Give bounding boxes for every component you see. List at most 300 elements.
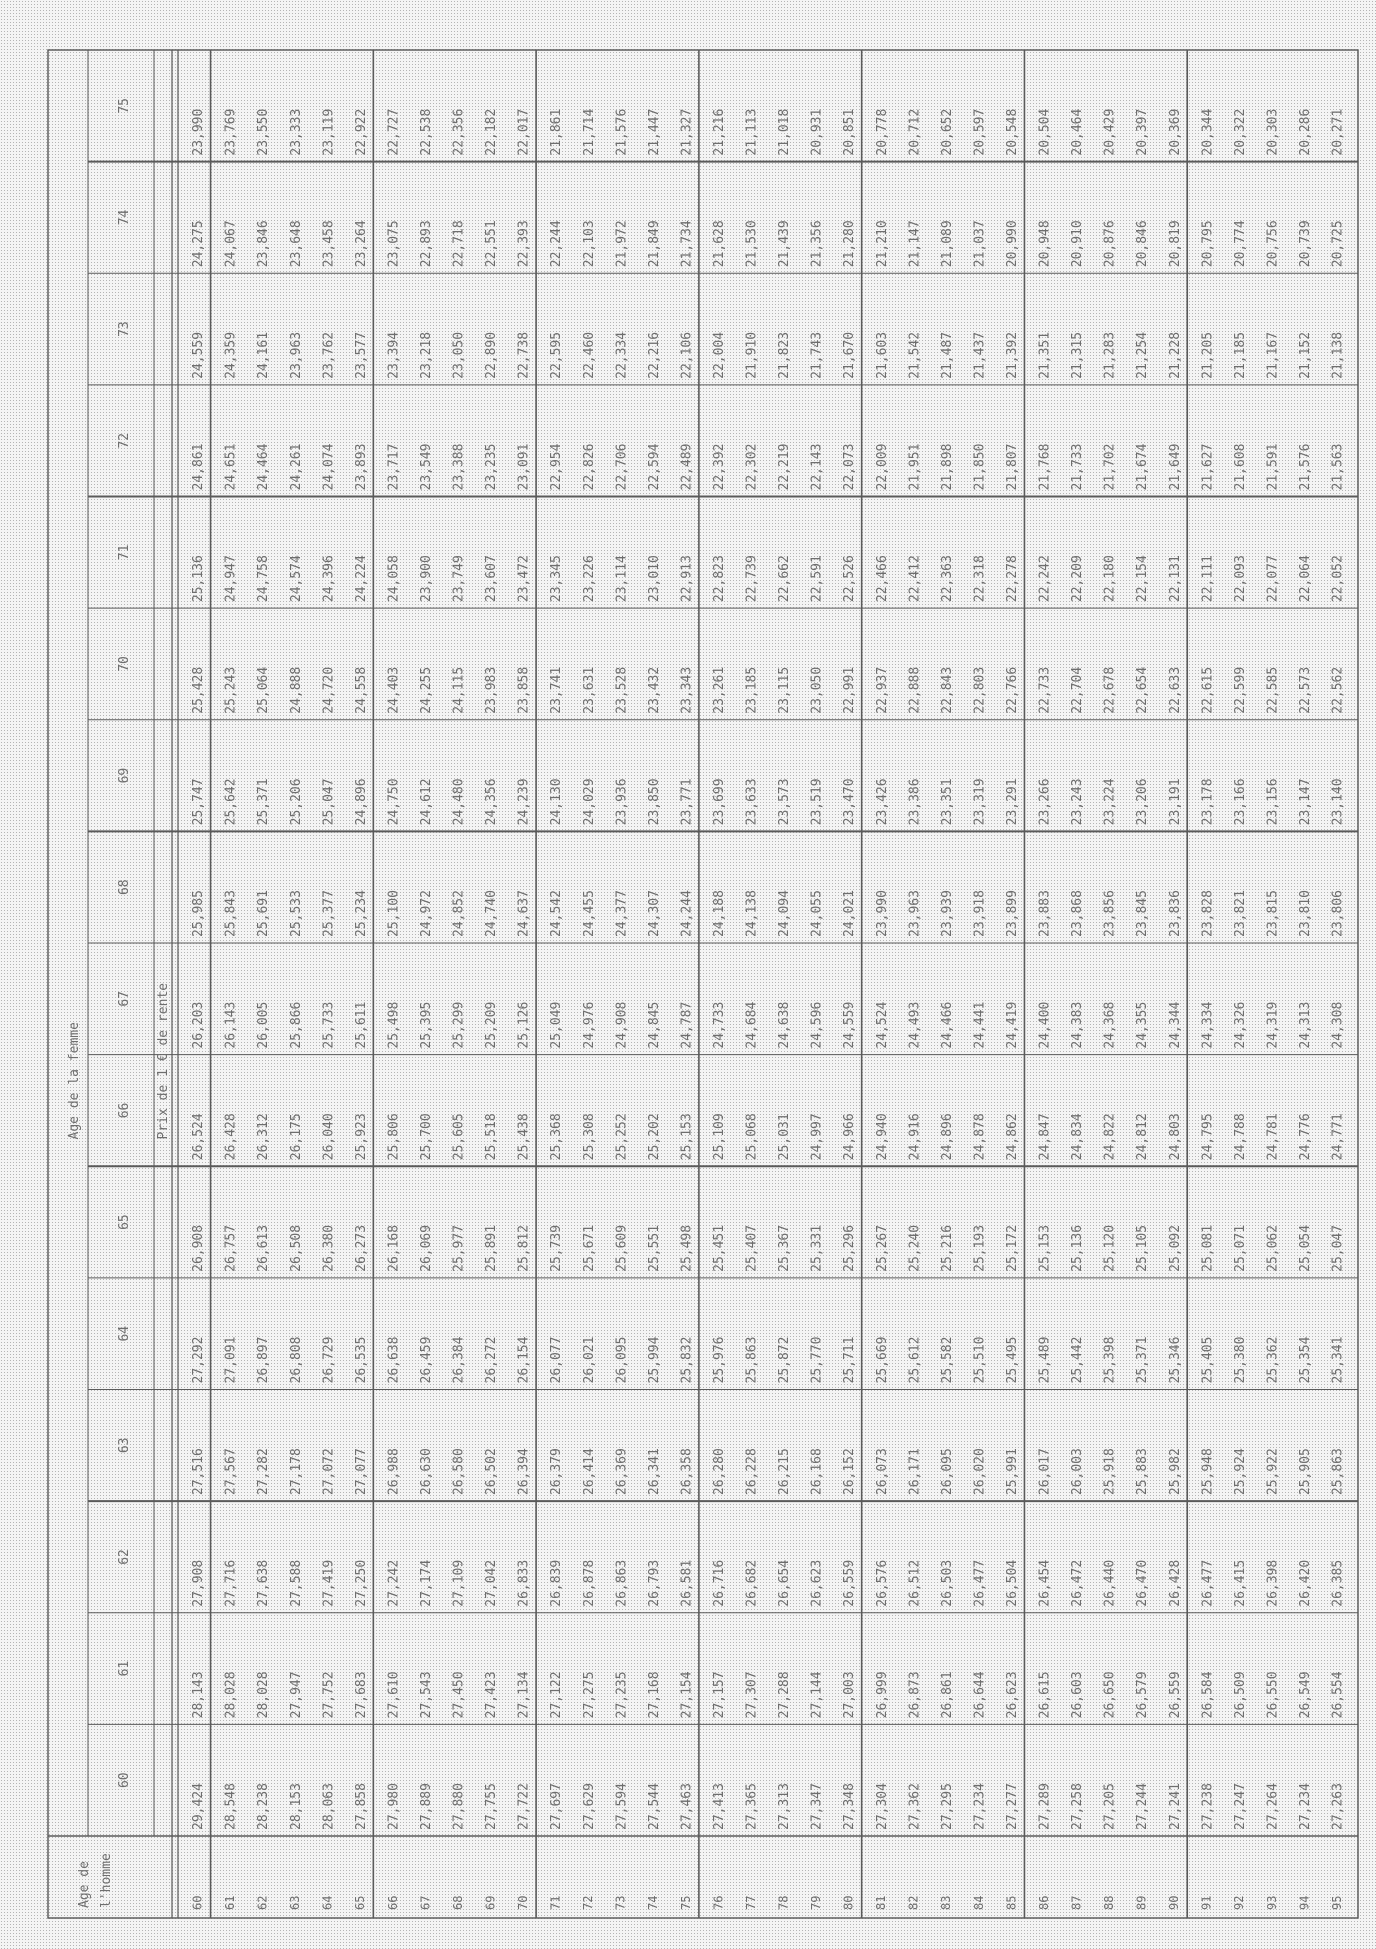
- table-cell: 22,064: [1297, 555, 1313, 603]
- table-cell: 21,576: [1297, 443, 1313, 491]
- table-cell: 20,876: [1102, 220, 1118, 268]
- table-cell: 24,574: [288, 555, 304, 603]
- table-cell: 23,343: [679, 666, 695, 714]
- table-cell: 26,524: [191, 1113, 207, 1161]
- table-cell: 27,003: [842, 1671, 858, 1719]
- table-cell: 25,438: [516, 1113, 532, 1161]
- table-cell: 21,152: [1297, 331, 1313, 379]
- table-cell: 27,241: [1167, 1783, 1183, 1830]
- table-cell: 21,743: [809, 331, 825, 379]
- table-cell: 27,722: [516, 1783, 532, 1830]
- table-cell: 25,733: [321, 1001, 337, 1049]
- table-cell: 24,908: [614, 1001, 630, 1049]
- table-cell: 25,395: [418, 1001, 434, 1049]
- table-cell: 24,862: [1004, 1113, 1020, 1161]
- table-cell: 27,544: [646, 1783, 662, 1830]
- table-cell: 26,580: [451, 1448, 467, 1496]
- table-cell: 27,168: [646, 1671, 662, 1719]
- table-cell: 27,264: [1265, 1783, 1281, 1830]
- table-cell: 25,518: [484, 1113, 500, 1161]
- table-cell: 25,533: [288, 890, 304, 937]
- table-cell: 26,168: [386, 1224, 402, 1272]
- table-cell: 24,307: [646, 890, 662, 937]
- table-cell: 23,266: [1037, 778, 1053, 826]
- table-cell: 21,254: [1135, 331, 1151, 379]
- table-cell: 27,042: [484, 1559, 500, 1607]
- row-label: 91: [1199, 1895, 1214, 1910]
- table-cell: 23,388: [451, 443, 467, 491]
- table-cell: 25,153: [679, 1113, 695, 1161]
- table-cell: 22,738: [516, 331, 532, 379]
- table-cell: 28,028: [223, 1671, 239, 1719]
- table-cell: 25,442: [1070, 1336, 1086, 1384]
- table-cell: 22,538: [418, 108, 434, 156]
- table-cell: 24,896: [353, 778, 369, 826]
- table-cell: 26,908: [191, 1224, 207, 1272]
- table-cell: 21,228: [1167, 331, 1183, 379]
- table-cell: 26,280: [711, 1448, 727, 1496]
- table-cell: 23,178: [1200, 778, 1216, 826]
- table-cell: 24,313: [1297, 1001, 1313, 1049]
- table-cell: 20,286: [1297, 108, 1313, 156]
- table-cell: 27,154: [679, 1671, 695, 1719]
- table-cell: 22,766: [1004, 666, 1020, 714]
- table-cell: 23,771: [679, 778, 695, 826]
- table-cell: 26,549: [1297, 1671, 1313, 1719]
- table-cell: 24,803: [1167, 1113, 1183, 1161]
- table-cell: 21,734: [679, 220, 695, 268]
- table-cell: 23,573: [777, 778, 793, 826]
- table-cell: 22,595: [549, 331, 565, 379]
- table-cell: 23,549: [418, 443, 434, 491]
- table-cell: 22,662: [777, 555, 793, 603]
- table-cell: 24,916: [907, 1113, 923, 1161]
- table-cell: 23,821: [1232, 890, 1248, 937]
- table-cell: 25,202: [646, 1113, 662, 1161]
- table-cell: 25,832: [679, 1336, 695, 1384]
- column-header: 71: [117, 544, 132, 561]
- row-label: 73: [613, 1895, 628, 1910]
- table-cell: 23,550: [256, 108, 272, 156]
- table-cell: 22,093: [1232, 555, 1248, 603]
- table-cell: 24,383: [1070, 1001, 1086, 1049]
- row-label: 60: [190, 1895, 205, 1910]
- table-cell: 25,308: [581, 1113, 597, 1161]
- table-cell: 25,377: [321, 890, 337, 937]
- table-cell: 24,972: [418, 890, 434, 937]
- table-cell: 27,716: [223, 1559, 239, 1607]
- table-cell: 24,326: [1232, 1001, 1248, 1049]
- table-cell: 25,407: [744, 1224, 760, 1272]
- table-cell: 26,384: [451, 1336, 467, 1384]
- table-cell: 25,054: [1297, 1224, 1313, 1272]
- table-cell: 21,576: [614, 108, 630, 156]
- table-cell: 26,644: [972, 1671, 988, 1719]
- table-cell: 27,282: [256, 1448, 272, 1496]
- table-cell: 24,188: [711, 890, 727, 937]
- table-cell: 22,573: [1297, 666, 1313, 714]
- table-cell: 23,470: [842, 778, 858, 826]
- table-cell: 23,577: [353, 331, 369, 379]
- table-cell: 21,439: [777, 220, 793, 268]
- table-cell: 27,072: [321, 1448, 337, 1496]
- row-label: 76: [711, 1895, 726, 1910]
- table-cell: 23,140: [1330, 778, 1346, 826]
- table-cell: 25,071: [1232, 1224, 1248, 1272]
- table-cell: 25,243: [223, 666, 239, 714]
- table-cell: 23,472: [516, 555, 532, 603]
- table-cell: 24,558: [353, 666, 369, 714]
- table-cell: 22,733: [1037, 666, 1053, 714]
- table-cell: 22,922: [353, 108, 369, 156]
- row-label: 64: [320, 1895, 335, 1910]
- table-cell: 25,863: [1330, 1448, 1346, 1496]
- row-label: 90: [1167, 1895, 1182, 1910]
- table-cell: 21,283: [1102, 331, 1118, 379]
- table-cell: 26,440: [1102, 1559, 1118, 1607]
- table-cell: 27,908: [191, 1559, 207, 1607]
- table-cell: 24,464: [256, 443, 272, 491]
- table-cell: 25,267: [874, 1224, 890, 1272]
- table-cell: 21,807: [1004, 443, 1020, 491]
- table-cell: 22,154: [1135, 555, 1151, 603]
- table-cell: 23,846: [256, 220, 272, 268]
- table-cell: 22,893: [418, 220, 434, 268]
- table-cell: 24,787: [679, 1001, 695, 1049]
- table-cell: 25,049: [549, 1001, 565, 1049]
- table-cell: 26,420: [1297, 1559, 1313, 1607]
- table-cell: 23,983: [484, 666, 500, 714]
- row-label: 63: [288, 1895, 303, 1910]
- table-cell: 26,152: [842, 1448, 858, 1496]
- table-cell: 27,543: [418, 1671, 434, 1719]
- table-cell: 26,576: [874, 1559, 890, 1607]
- table-cell: 21,542: [907, 331, 923, 379]
- table-cell: 21,603: [874, 331, 890, 379]
- row-header-line-2: l'homme: [99, 1853, 114, 1908]
- table-cell: 24,377: [614, 890, 630, 937]
- table-cell: 25,296: [842, 1224, 858, 1272]
- table-cell: 26,808: [288, 1336, 304, 1384]
- table-cell: 25,923: [353, 1113, 369, 1161]
- table-cell: 25,905: [1297, 1448, 1313, 1496]
- table-cell: 27,077: [353, 1448, 369, 1496]
- table-cell: 27,697: [549, 1783, 565, 1830]
- column-header: 61: [117, 1660, 132, 1677]
- table-cell: 27,238: [1200, 1783, 1216, 1830]
- row-label: 78: [776, 1895, 791, 1910]
- table-cell: 22,706: [614, 443, 630, 491]
- table-cell: 24,021: [842, 890, 858, 937]
- table-cell: 23,091: [516, 443, 532, 491]
- table-cell: 25,669: [874, 1336, 890, 1384]
- row-label: 82: [906, 1895, 921, 1910]
- table-cell: 26,171: [907, 1448, 923, 1496]
- table-cell: 23,900: [418, 555, 434, 603]
- table-cell: 26,623: [1004, 1671, 1020, 1719]
- table-cell: 24,834: [1070, 1113, 1086, 1161]
- table-cell: 23,762: [321, 331, 337, 379]
- row-label: 75: [678, 1895, 693, 1910]
- table-cell: 25,109: [711, 1113, 727, 1161]
- table-cell: 26,477: [972, 1559, 988, 1607]
- table-cell: 25,891: [484, 1224, 500, 1272]
- table-cell: 27,947: [288, 1671, 304, 1719]
- table-cell: 22,489: [679, 443, 695, 491]
- table-cell: 23,147: [1297, 778, 1313, 826]
- table-cell: 20,712: [907, 108, 923, 156]
- table-cell: 22,219: [777, 443, 793, 491]
- table-cell: 25,976: [711, 1336, 727, 1384]
- table-cell: 26,535: [353, 1336, 369, 1384]
- table-cell: 25,234: [353, 890, 369, 937]
- table-cell: 25,331: [809, 1224, 825, 1272]
- table-cell: 24,067: [223, 220, 239, 268]
- table-cell: 24,637: [516, 890, 532, 937]
- table-cell: 25,405: [1200, 1336, 1216, 1384]
- table-cell: 25,354: [1297, 1336, 1313, 1384]
- table-cell: 24,940: [874, 1113, 890, 1161]
- table-cell: 25,136: [1070, 1224, 1086, 1272]
- table-cell: 25,918: [1102, 1448, 1118, 1496]
- row-label: 77: [743, 1895, 758, 1910]
- table-cell: 25,092: [1167, 1224, 1183, 1272]
- table-cell: 21,823: [777, 331, 793, 379]
- table-cell: 23,936: [614, 778, 630, 826]
- table-cell: 28,028: [256, 1671, 272, 1719]
- column-header: 65: [117, 1214, 132, 1230]
- table-cell: 20,931: [809, 108, 825, 156]
- table-cell: 23,939: [939, 890, 955, 937]
- table-cell: 24,355: [1135, 1001, 1151, 1049]
- table-cell: 24,359: [223, 331, 239, 379]
- table-cell: 27,304: [874, 1783, 890, 1830]
- table-cell: 26,654: [777, 1559, 793, 1607]
- table-cell: 25,605: [451, 1113, 467, 1161]
- table-cell: 28,548: [223, 1783, 239, 1830]
- table-cell: 26,729: [321, 1336, 337, 1384]
- row-label: 68: [450, 1895, 465, 1910]
- table-cell: 25,371: [256, 778, 272, 826]
- table-cell: 26,143: [223, 1001, 239, 1049]
- table-cell: 22,009: [874, 443, 890, 491]
- table-cell: 24,356: [484, 778, 500, 826]
- table-cell: 22,318: [972, 555, 988, 603]
- column-header: 70: [117, 656, 132, 672]
- table-cell: 27,348: [842, 1783, 858, 1830]
- table-cell: 24,400: [1037, 1001, 1053, 1049]
- table-cell: 23,990: [874, 890, 890, 937]
- table-cell: 23,699: [711, 778, 727, 826]
- table-cell: 26,504: [1004, 1559, 1020, 1607]
- column-header: 64: [117, 1325, 132, 1342]
- table-cell: 25,982: [1167, 1448, 1183, 1496]
- table-cell: 24,130: [549, 778, 565, 826]
- table-cell: 23,963: [907, 890, 923, 937]
- table-cell: 27,157: [711, 1671, 727, 1719]
- table-cell: 26,020: [972, 1448, 988, 1496]
- table-cell: 25,206: [288, 778, 304, 826]
- row-label: 69: [483, 1895, 498, 1910]
- table-cell: 22,615: [1200, 666, 1216, 714]
- table-cell: 21,670: [842, 331, 858, 379]
- table-cell: 21,089: [939, 220, 955, 268]
- table-cell: 23,264: [353, 220, 369, 268]
- table-cell: 24,334: [1200, 1001, 1216, 1049]
- table-cell: 23,810: [1297, 890, 1313, 937]
- table-cell: 27,365: [744, 1783, 760, 1830]
- table-cell: 26,897: [256, 1336, 272, 1384]
- column-header: 66: [117, 1102, 132, 1119]
- column-header: 69: [117, 767, 132, 784]
- table-cell: 22,727: [386, 108, 402, 156]
- table-cell: 27,295: [939, 1783, 955, 1830]
- table-cell: 27,258: [1070, 1783, 1086, 1830]
- table-cell: 20,819: [1167, 220, 1183, 268]
- table-cell: 25,081: [1200, 1224, 1216, 1272]
- table-cell: 26,638: [386, 1336, 402, 1384]
- table-cell: 23,868: [1070, 890, 1086, 937]
- table-cell: 21,351: [1037, 331, 1053, 379]
- table-cell: 24,612: [418, 778, 434, 826]
- row-label: 83: [939, 1895, 954, 1910]
- table-cell: 21,315: [1070, 331, 1086, 379]
- table-cell: 26,069: [418, 1224, 434, 1272]
- table-cell: 27,516: [191, 1448, 207, 1496]
- table-cell: 26,005: [256, 1001, 272, 1049]
- table-cell: 25,126: [516, 1001, 532, 1049]
- table-cell: 27,858: [353, 1783, 369, 1830]
- table-cell: 28,143: [191, 1671, 207, 1719]
- table-cell: 22,073: [842, 443, 858, 491]
- table-cell: 25,495: [1004, 1336, 1020, 1384]
- table-cell: 23,918: [972, 890, 988, 937]
- table-cell: 23,114: [614, 555, 630, 603]
- table-cell: 20,652: [939, 108, 955, 156]
- table-cell: 24,822: [1102, 1113, 1118, 1161]
- table-cell: 23,899: [1004, 890, 1020, 937]
- table-cell: 24,966: [842, 1113, 858, 1161]
- table-cell: 25,153: [1037, 1224, 1053, 1272]
- table-cell: 21,216: [711, 108, 727, 156]
- table-cell: 20,504: [1037, 108, 1053, 156]
- table-cell: 27,347: [809, 1783, 825, 1830]
- table-cell: 26,154: [516, 1336, 532, 1384]
- table-cell: 24,740: [484, 890, 500, 937]
- table-cell: 27,250: [353, 1559, 369, 1607]
- table-cell: 25,747: [191, 778, 207, 826]
- table-cell: 22,302: [744, 443, 760, 491]
- table-cell: 24,947: [223, 555, 239, 603]
- row-label: 72: [581, 1895, 596, 1910]
- table-cell: 27,629: [581, 1783, 597, 1830]
- table-cell: 22,585: [1265, 666, 1281, 714]
- row-label: 95: [1329, 1895, 1344, 1910]
- table-cell: 26,999: [874, 1671, 890, 1719]
- table-cell: 22,591: [809, 555, 825, 603]
- table-cell: 23,850: [646, 778, 662, 826]
- table-cell: 25,609: [614, 1224, 630, 1272]
- table-cell: 21,608: [1232, 443, 1248, 491]
- table-cell: 21,185: [1232, 331, 1248, 379]
- table-cell: 25,362: [1265, 1336, 1281, 1384]
- table-cell: 24,771: [1330, 1113, 1346, 1161]
- table-cell: 26,021: [581, 1336, 597, 1384]
- table-cell: 20,756: [1265, 220, 1281, 268]
- table-cell: 26,040: [321, 1113, 337, 1161]
- table-cell: 24,074: [321, 443, 337, 491]
- table-cell: 26,073: [874, 1448, 890, 1496]
- table-cell: 25,193: [972, 1224, 988, 1272]
- table-cell: 22,890: [484, 331, 500, 379]
- table-cell: 20,464: [1070, 108, 1086, 156]
- table-cell: 25,172: [1004, 1224, 1020, 1272]
- table-cell: 23,528: [614, 666, 630, 714]
- table-cell: 22,242: [1037, 555, 1053, 603]
- table-cell: 29,424: [191, 1783, 207, 1830]
- table-cell: 25,252: [614, 1113, 630, 1161]
- column-header: 72: [117, 432, 132, 449]
- table-cell: 23,893: [353, 443, 369, 491]
- table-cell: 26,454: [1037, 1559, 1053, 1607]
- table-cell: 25,711: [842, 1336, 858, 1384]
- row-label: 61: [222, 1895, 237, 1910]
- table-cell: 25,866: [288, 1001, 304, 1049]
- table-cell: 22,654: [1135, 666, 1151, 714]
- table-cell: 27,109: [451, 1559, 467, 1607]
- table-cell: 27,889: [418, 1783, 434, 1830]
- table-cell: 21,898: [939, 443, 955, 491]
- table-cell: 23,633: [744, 778, 760, 826]
- table-cell: 27,307: [744, 1671, 760, 1719]
- table-cell: 24,029: [581, 778, 597, 826]
- table-cell: 24,997: [809, 1113, 825, 1161]
- table-cell: 25,671: [581, 1224, 597, 1272]
- table-cell: 22,739: [744, 555, 760, 603]
- table-cell: 27,588: [288, 1559, 304, 1607]
- table-cell: 21,627: [1200, 443, 1216, 491]
- table-cell: 25,047: [321, 778, 337, 826]
- table-cell: 22,004: [711, 331, 727, 379]
- table-cell: 22,803: [972, 666, 988, 714]
- table-cell: 23,741: [549, 666, 565, 714]
- table-cell: 20,774: [1232, 220, 1248, 268]
- table-cell: 21,487: [939, 331, 955, 379]
- table-cell: 26,215: [777, 1448, 793, 1496]
- table-cell: 27,880: [451, 1783, 467, 1830]
- table-cell: 26,470: [1135, 1559, 1151, 1607]
- table-cell: 22,017: [516, 108, 532, 156]
- row-label: 86: [1036, 1895, 1051, 1910]
- table-cell: 21,113: [744, 108, 760, 156]
- table-cell: 25,611: [353, 1001, 369, 1049]
- table-cell: 27,242: [386, 1559, 402, 1607]
- table-cell: 25,922: [1265, 1448, 1281, 1496]
- table-cell: 24,308: [1330, 1001, 1346, 1049]
- table-cell: 23,345: [549, 555, 565, 603]
- table-cell: 26,623: [809, 1559, 825, 1607]
- table-cell: 22,077: [1265, 555, 1281, 603]
- table-cell: 21,210: [874, 220, 890, 268]
- table-cell: 24,239: [516, 778, 532, 826]
- table-cell: 26,509: [1232, 1671, 1248, 1719]
- table-cell: 25,924: [1232, 1448, 1248, 1496]
- table-cell: 21,530: [744, 220, 760, 268]
- table-cell: 27,755: [484, 1783, 500, 1830]
- table-cell: 24,419: [1004, 1001, 1020, 1049]
- table-cell: 25,642: [223, 778, 239, 826]
- table-cell: 27,413: [711, 1783, 727, 1830]
